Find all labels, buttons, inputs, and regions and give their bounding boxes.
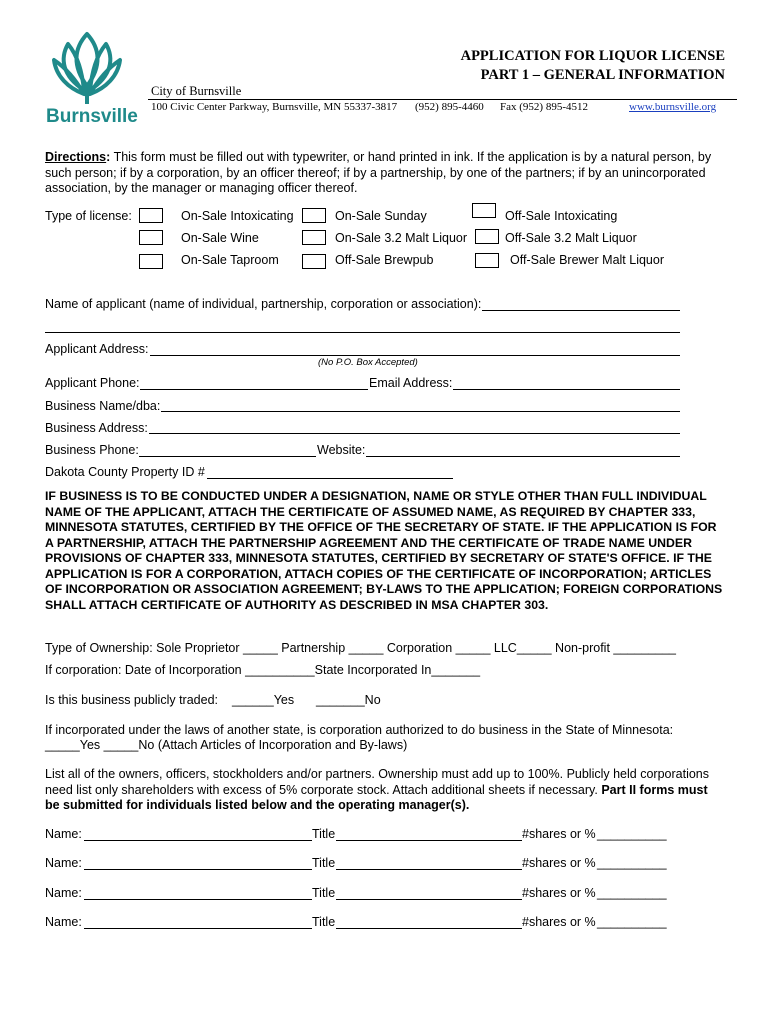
website-label: Website: [317,443,366,457]
city-phone: (952) 895-4460 [415,101,484,113]
owner-shares-field[interactable]: __________ [597,915,667,929]
directions [45,150,725,197]
ownership-type-line: Type of Ownership: Sole Proprietor _____ Partnership _____ Corporation _____ LLC_____ Non-profit _________ [45,641,676,655]
license-option-label: On-Sale Taproom [181,253,279,267]
owner-name-field[interactable] [84,899,312,900]
publicly-traded-label: Is this business publicly traded: [45,693,219,707]
foreign-corp-question: If incorporated under the laws of another state, is corporation authorized to do business in the State of Minnesota: [45,723,674,737]
email-field[interactable] [453,389,680,390]
email-label: Email Address: [369,376,453,390]
owner-shares-label: #shares or % [522,886,596,900]
form-title-line1: APPLICATION FOR LIQUOR LICENSE [460,48,725,64]
publicly-traded-no[interactable]: _______No [316,693,381,707]
checkbox-off-sale-3-2-malt-liquor[interactable] [475,229,499,244]
property-id-label: Dakota County Property ID # [45,465,205,479]
checkbox-off-sale-intoxicating[interactable] [472,203,496,218]
owner-name-field[interactable] [84,928,312,929]
form-title-line2: PART 1 – GENERAL INFORMATION [480,67,725,83]
license-option-label: Off-Sale 3.2 Malt Liquor [505,231,637,245]
owners-intro: List all of the owners, officers, stockholders and/or partners. Ownership must add up to 100%. Publicly held corporations need list only shareholders with excess of 5% corporate stock. Attach additional sheets if necessary. [45,767,710,797]
applicant-phone-field[interactable] [140,389,368,390]
owner-shares-label: #shares or % [522,856,596,870]
applicant-address-label: Applicant Address: [45,342,149,356]
business-phone-field[interactable] [139,456,316,457]
owner-shares-field[interactable]: __________ [597,856,667,870]
license-option-label: Off-Sale Brewpub [335,253,434,267]
applicant-name-label: Name of applicant (name of individual, partnership, corporation or association): [45,297,482,311]
checkbox-on-sale-taproom[interactable] [139,254,163,269]
city-logo [44,26,138,130]
business-phone-label: Business Phone: [45,443,139,457]
owner-shares-field[interactable]: __________ [597,827,667,841]
business-name-field[interactable] [161,411,680,412]
owner-title-label: Title [312,856,336,870]
owner-title-field[interactable] [336,840,522,841]
license-option-label: Off-Sale Intoxicating [505,209,618,223]
directions-text: This form must be filled out with typewriter, or hand printed in ink. If the application is by a natural person, by such person; if by a corporation, by an officer thereof; if by a partnership, by one of the partners; if by an unincorporated association, by the manager or managing officer thereof. [45,150,712,195]
license-option-label: On-Sale 3.2 Malt Liquor [335,231,468,245]
owners-instructions [45,767,725,814]
business-address-label: Business Address: [45,421,148,435]
header-rule [148,99,737,100]
business-name-label: Business Name/dba: [45,399,161,413]
applicant-phone-label: Applicant Phone: [45,376,140,390]
applicant-address-field[interactable] [150,355,680,356]
owner-title-field[interactable] [336,869,522,870]
owner-name-field[interactable] [84,840,312,841]
applicant-name-field[interactable] [482,310,680,311]
owner-name-label: Name: [45,886,82,900]
applicant-name-field-continued[interactable] [45,332,680,333]
city-address: 100 Civic Center Parkway, Burnsville, MN 55337-3817 [151,101,398,113]
checkbox-off-sale-brewer-malt-liquor[interactable] [475,253,499,268]
city-name: City of Burnsville [151,84,242,98]
attachment-notice: IF BUSINESS IS TO BE CONDUCTED UNDER A DESIGNATION, NAME OR STYLE OTHER THAN FULL INDIVIDUAL NAME OF THE APPLICANT, ATTACH THE CERTIFICATE OF ASSUMED NAME, AS REQUIRED BY CHAPTER 333, MINNESOTA STATUTES, CERTIFIED BY THE OFFICE OF THE SECRETARY OF STATE. IF THE APPLICATION IS FOR A PARTNERSHIP, ATTACH THE PARTNERSHIP AGREEMENT AND THE CERTIFICATE OF TRADE NAME UNDER PROVISIONS OF CHAPTER 333, MINNESOTA STATUTES, CERTIFIED BY SECRETARY OF STATE'S OFFICE. IF THE APPLICATION IS FOR A CORPORATION, ATTACH COPIES OF THE CERTIFICATE OF INCORPORATION; ARTICLES OF INCORPORATION OR ASSOCIATION AGREEMENT; BY-LAWS TO THE APPLICATION; FOREIGN CORPORATIONS SHALL ATTACH CERTIFICATE OF AUTHORITY AS DESCRIBED IN MSA CHAPTER 303. [45,489,723,612]
license-option-label: On-Sale Wine [181,231,259,245]
leaf-logo-icon [44,26,130,106]
checkbox-on-sale-3-2-malt-liquor[interactable] [302,230,326,245]
checkbox-off-sale-brewpub[interactable] [302,254,326,269]
property-id-field[interactable] [207,478,453,479]
directions-colon: : [106,150,111,164]
website-field[interactable] [366,456,680,457]
owner-title-label: Title [312,827,336,841]
license-option-label: On-Sale Intoxicating [181,209,294,223]
checkbox-on-sale-sunday[interactable] [302,208,326,223]
logo-text: Burnsville [46,106,138,127]
owner-name-label: Name: [45,915,82,929]
owner-shares-label: #shares or % [522,915,596,929]
license-option-label: Off-Sale Brewer Malt Liquor [510,253,664,267]
owner-shares-field[interactable]: __________ [597,886,667,900]
owners-intro-bold: Part II forms must be submitted for individuals listed below and the operating manager(s). [45,782,708,812]
incorporation-line: If corporation: Date of Incorporation __________State Incorporated In_______ [45,663,481,677]
checkbox-on-sale-wine[interactable] [139,230,163,245]
owner-name-label: Name: [45,856,82,870]
publicly-traded-yes[interactable]: ______Yes [232,693,295,707]
po-box-note: (No P.O. Box Accepted) [318,357,418,368]
directions-label: Directions [45,150,107,164]
owner-title-field[interactable] [336,928,522,929]
business-address-field[interactable] [149,433,680,434]
city-fax: Fax (952) 895-4512 [500,101,588,113]
owner-title-label: Title [312,886,336,900]
owner-name-field[interactable] [84,869,312,870]
license-type-label: Type of license: [45,209,132,223]
owner-shares-label: #shares or % [522,827,596,841]
license-option-label: On-Sale Sunday [335,209,427,223]
owner-title-field[interactable] [336,899,522,900]
owner-title-label: Title [312,915,336,929]
foreign-corp-answer[interactable]: _____Yes _____No (Attach Articles of Incorporation and By-laws) [45,738,408,752]
checkbox-on-sale-intoxicating[interactable] [139,208,163,223]
city-website-link[interactable]: www.burnsville.org [629,101,717,113]
owner-name-label: Name: [45,827,82,841]
